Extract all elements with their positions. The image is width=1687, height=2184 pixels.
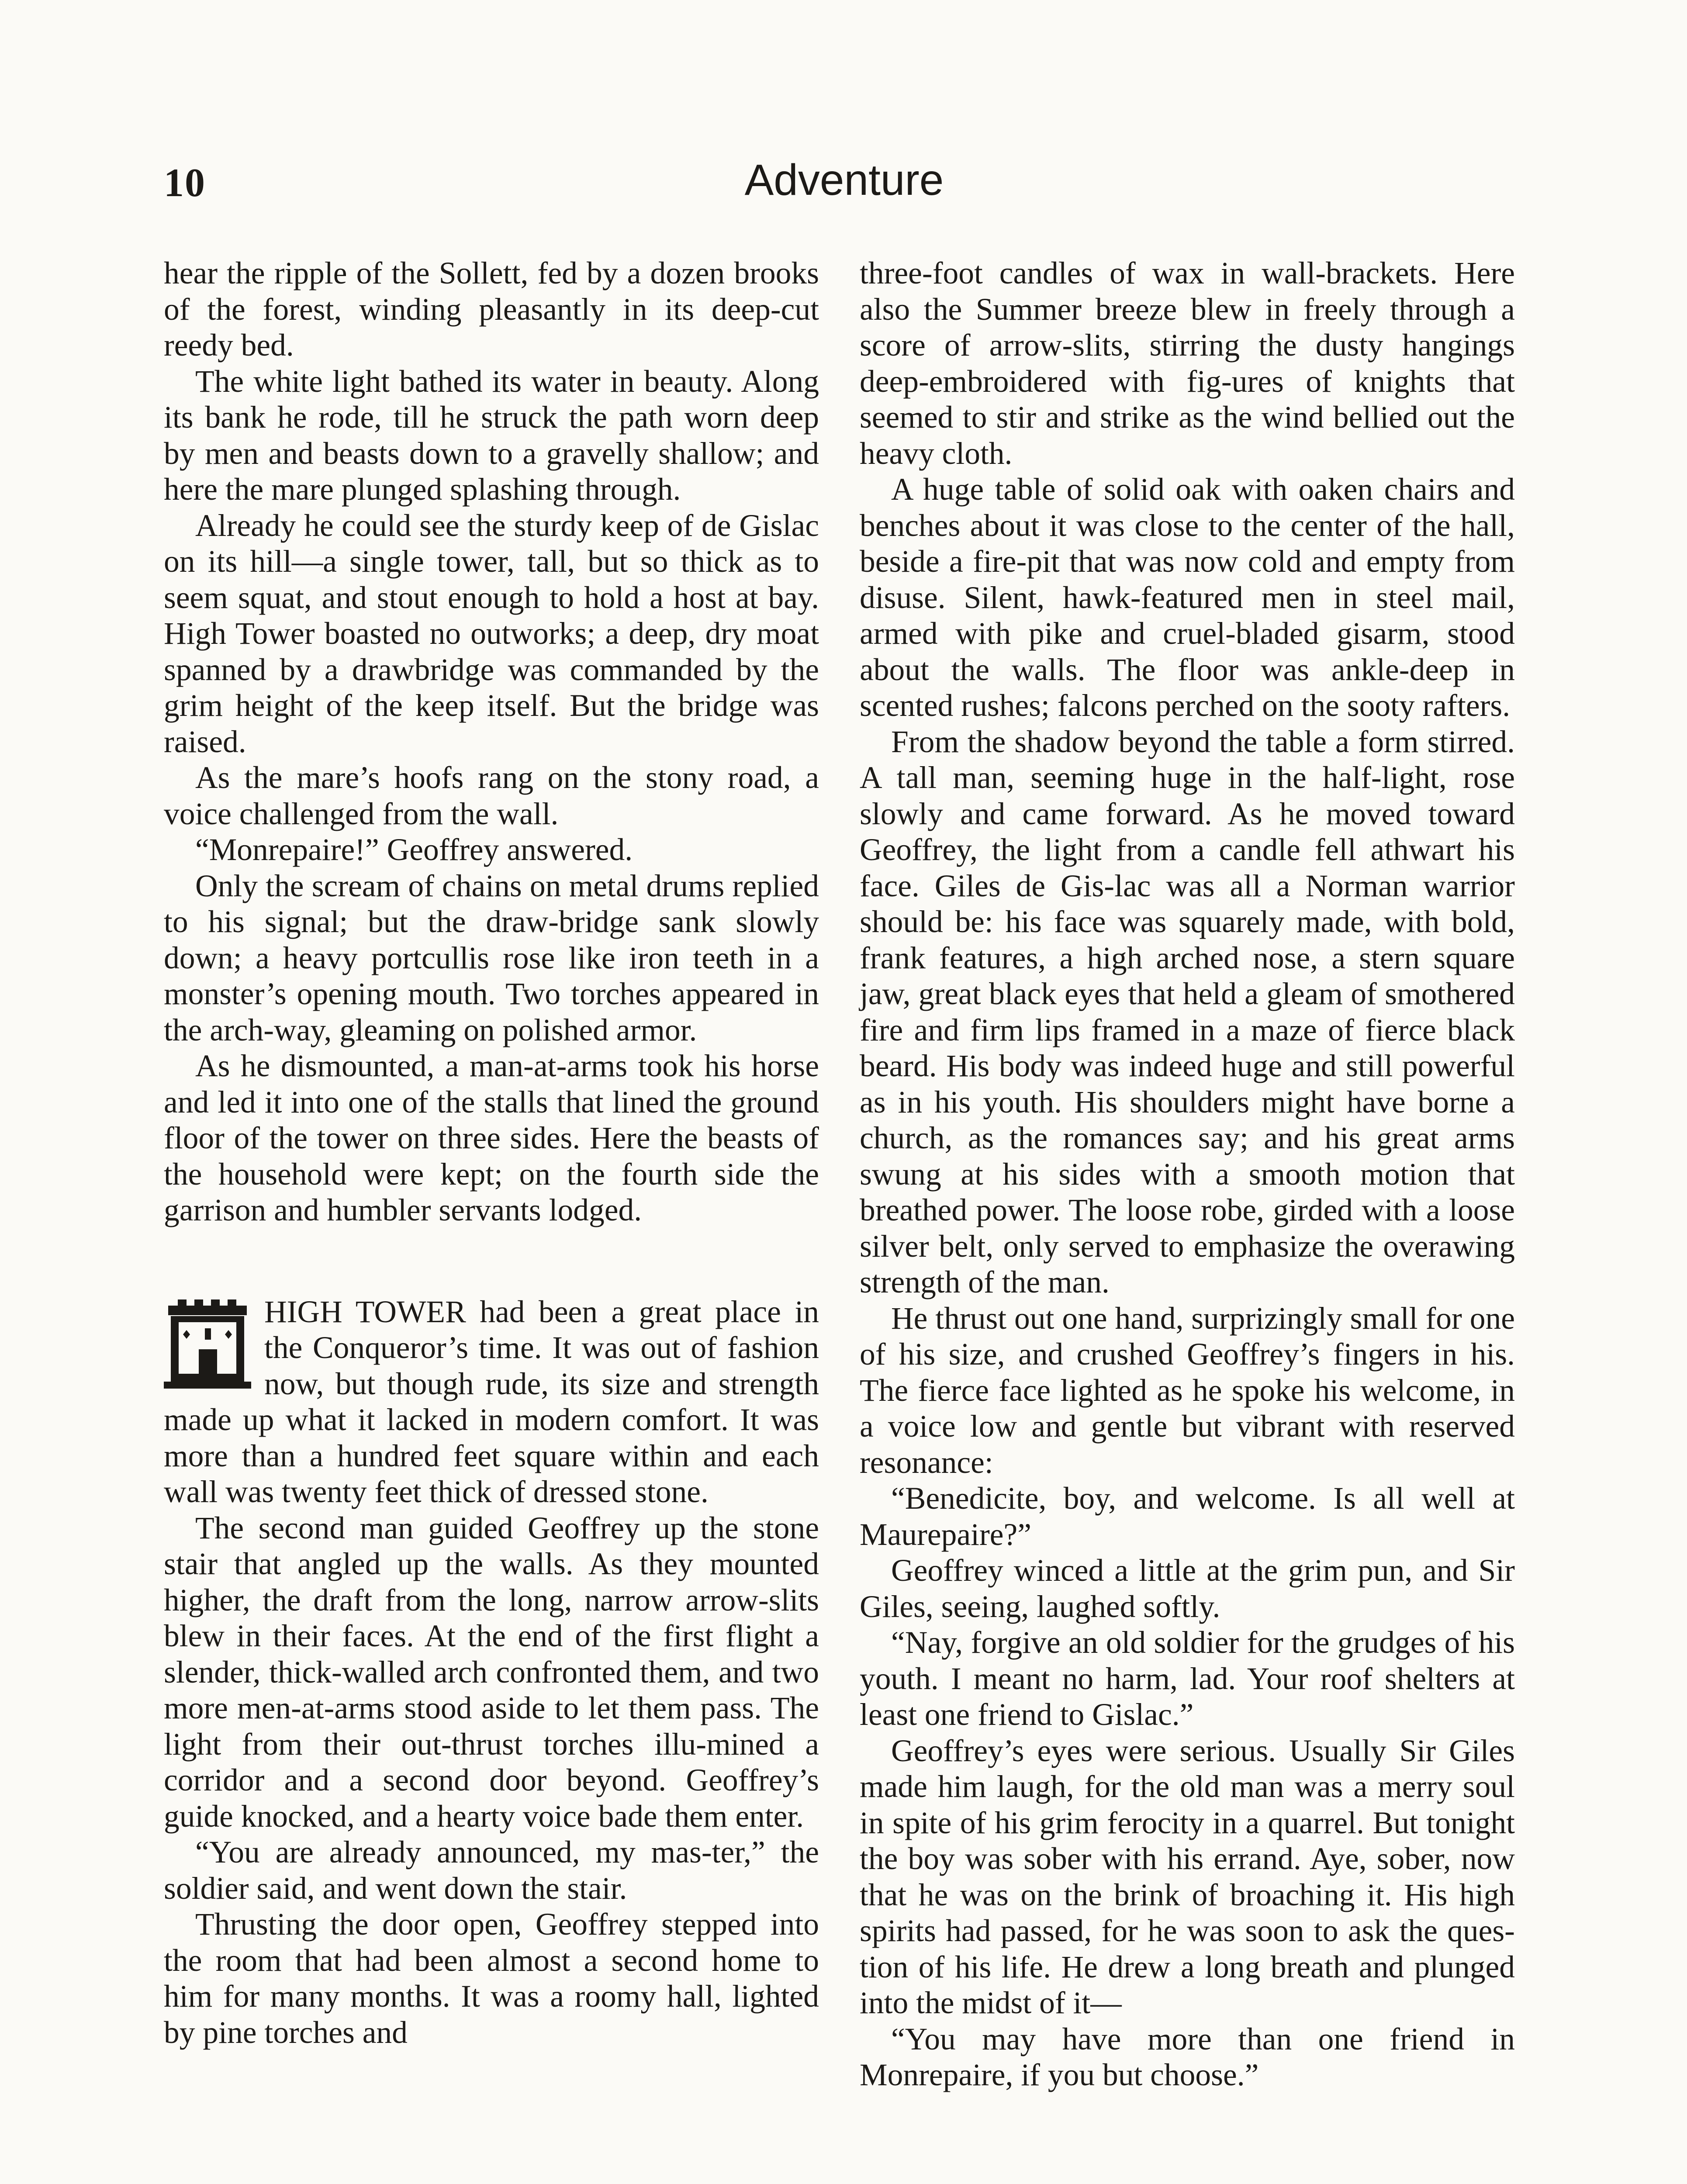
section-opening-text: HIGH TOWER had been a great place in the Conqueror’s time. It was out of fashion now, but though rude, its size and strength made up what it lacked in modern comfort. It was more than a hundred feet square within and each wall was twenty feet thick of dressed stone. bbox=[164, 1294, 819, 1509]
paragraph: He thrust out one hand, surprizingly small for one of his size, and crushed Geoffrey’s fingers in his. The fierce face lighted as he spoke his welcome, in a voice low and gentle but vibrant with reserved resonance: bbox=[860, 1301, 1515, 1480]
castle-tower-icon bbox=[164, 1298, 251, 1389]
paragraph: Thrusting the door open, Geoffrey stepped into the room that had been almost a second home to him for many months. It was a roomy hall, lighted by pine torches and bbox=[164, 1907, 819, 2050]
section-opening-paragraph bbox=[164, 1294, 819, 1510]
paragraph: three-foot candles of wax in wall-brackets. Here also the Summer breeze blew in freely through a score of arrow-slits, stirring the dusty hangings deep-embroidered with fig-ures of knights that seemed to stir and strike as the wind bellied out the heavy cloth. bbox=[860, 256, 1515, 471]
paragraph: Geoffrey’s eyes were serious. Usually Sir Giles made him laugh, for the old man was a merry soul in spite of his grim ferocity in a quarrel. But tonight the boy was sober with his errand. Aye, sober, now that he was on the brink of broaching it. His high spirits had passed, for he was soon to ask the ques-tion of his life. He drew a long breath and plunged into the midst of it— bbox=[860, 1733, 1515, 2020]
paragraph: The white light bathed its water in beauty. Along its bank he rode, till he struck the path worn deep by men and beasts down to a gravelly shallow; and here the mare plunged splashing through. bbox=[164, 364, 819, 507]
paragraph: “Benedicite, boy, and welcome. Is all well at Maurepaire?” bbox=[860, 1481, 1515, 1552]
paragraph: Geoffrey winced a little at the grim pun, and Sir Giles, seeing, laughed softly. bbox=[860, 1553, 1515, 1624]
paragraph: As he dismounted, a man-at-arms took his horse and led it into one of the stalls that lined the ground floor of the tower on three sides. Here the beasts of the household were kept; on the fourth side the garrison and humbler servants lodged. bbox=[164, 1049, 819, 1227]
paragraph: From the shadow beyond the table a form stirred. A tall man, seeming huge in the half-light, rose slowly and came forward. As he moved toward Geoffrey, the light from a candle fell athwart his face. Giles de Gis-lac was all a Norman warrior should be: his face was squarely made, with bold, frank features, a high arched nose, a stern square jaw, great black eyes that held a gleam of smothered fire and firm lips framed in a maze of fierce black beard. His body was indeed huge and still powerful as in his youth. His shoulders might have borne a church, as the romances say; and his great arms swung at his sides with a smooth motion that breathed power. The loose robe, girded with a loose silver belt, only served to emphasize the overawing strength of the man. bbox=[860, 724, 1515, 1299]
paragraph: “Nay, forgive an old soldier for the grudges of his youth. I meant no harm, lad. Your roof shelters at least one friend to Gislac.” bbox=[860, 1625, 1515, 1732]
paragraph: A huge table of solid oak with oaken chairs and benches about it was close to the center of the hall, beside a fire-pit that was now cold and empty from disuse. Silent, hawk-featured men in steel mail, armed with pike and cruel-bladed gisarm, stood about the walls. The floor was ankle-deep in scented rushes; falcons perched on the sooty rafters. bbox=[860, 472, 1515, 723]
paragraph: Only the scream of chains on metal drums replied to his signal; but the draw-bridge sank slowly down; a heavy portcullis rose like iron teeth in a monster’s opening mouth. Two torches appeared in the arch-way, gleaming on polished armor. bbox=[164, 868, 819, 1047]
paragraph: “You are already announced, my mas-ter,” the soldier said, and went down the stair. bbox=[164, 1835, 819, 1906]
right-column bbox=[860, 256, 1515, 2094]
paragraph: As the mare’s hoofs rang on the stony road, a voice challenged from the wall. bbox=[164, 760, 819, 831]
paragraph: “You may have more than one friend in Monrepaire, if you but choose.” bbox=[860, 2022, 1515, 2092]
page-header bbox=[164, 155, 1525, 216]
paragraph: Already he could see the sturdy keep of de Gislac on its hill—a single tower, tall, but so thick as to seem squat, and stout enough to hold a host at bay. High Tower boasted no outworks; a deep, dry moat spanned by a drawbridge was commanded by the grim height of the keep itself. But the bridge was raised. bbox=[164, 508, 819, 759]
running-title: Adventure bbox=[744, 156, 944, 204]
left-column bbox=[164, 256, 819, 2051]
page-number: 10 bbox=[164, 160, 206, 205]
paragraph: The second man guided Geoffrey up the stone stair that angled up the walls. As they mounted higher, the draft from the long, narrow arrow-slits blew in their faces. At the end of the first flight a slender, thick-walled arch confronted them, and two more men-at-arms stood aside to let them pass. The light from their out-thrust torches illu-mined a corridor and a second door beyond. Geoffrey’s guide knocked, and a hearty voice bade them enter. bbox=[164, 1510, 819, 1834]
paragraph: “Monrepaire!” Geoffrey answered. bbox=[195, 833, 633, 867]
paragraph: hear the ripple of the Sollett, fed by a dozen brooks of the forest, winding pleasantly in its deep-cut reedy bed. bbox=[164, 256, 819, 363]
